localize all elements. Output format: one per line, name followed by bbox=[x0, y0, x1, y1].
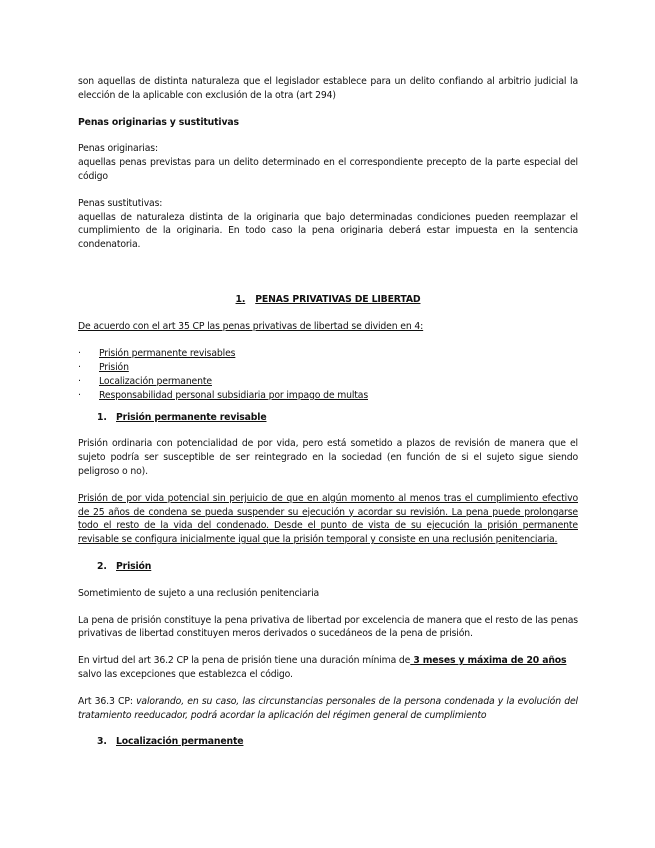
originarias-text: aquellas penas previstas para un delito determinado en el correspondiente precepto de la parte especial del código bbox=[78, 157, 578, 182]
sub1-paragraph-1: Prisión ordinaria con potencialidad de por vida, pero está sometido a plazos de revisión de manera que el sujeto podría ser susceptible de ser reintegrado en la sociedad (en función de si el sujeto sigue siendo peligroso o no). bbox=[78, 438, 578, 477]
list-item-text: Prisión permanente revisables bbox=[99, 347, 236, 359]
sub2-paragraph-3 bbox=[78, 654, 578, 682]
subheading-1 bbox=[97, 411, 578, 425]
sub2-paragraph-4 bbox=[78, 695, 578, 723]
section-title: PENAS PRIVATIVAS DE LIBERTAD bbox=[255, 293, 421, 305]
list-item-text: Responsabilidad personal subsidiaria por impago de multas bbox=[99, 389, 369, 401]
document-page bbox=[78, 75, 578, 762]
sustitutivas-label: Penas sustitutivas: bbox=[78, 197, 163, 209]
bullet-dot: · bbox=[78, 375, 81, 387]
sub2-paragraph-2: La pena de prisión constituye la pena privativa de libertad por excelencia de manera que el resto de las penas privativas de libertad constituyen meros derivados o sucedáneos de la pena de prisión. bbox=[78, 614, 578, 640]
subheading-title: Prisión bbox=[116, 560, 152, 572]
subheading-number: 1. bbox=[97, 411, 107, 423]
list-item-text: Localización permanente bbox=[99, 375, 212, 387]
subheading-number: 3. bbox=[97, 736, 107, 748]
originarias-heading: Penas originarias y sustitutivas bbox=[78, 116, 239, 128]
bullet-dot: · bbox=[78, 389, 81, 401]
list-item bbox=[78, 361, 578, 375]
subheading-number: 2. bbox=[97, 560, 107, 572]
sustitutivas-block bbox=[78, 197, 578, 252]
section-spacer bbox=[78, 265, 578, 293]
article-quote: valorando, en su caso, las circunstancias personales de la persona condenada y la evolución del tratamiento reeducador, podrá acordar la aplicación del régimen general de cumplimiento bbox=[78, 695, 578, 721]
penas-list bbox=[78, 347, 578, 403]
duration-exceptions: salvo las excepciones que establezca el código. bbox=[78, 668, 293, 680]
article-reference: Art 36.3 CP: bbox=[78, 695, 137, 707]
list-item bbox=[78, 347, 578, 361]
sub1-paragraph-2: Prisión de por vida potencial sin perjuicio de que en algún momento al menos tras el cumplimiento efectivo de 25 años de condena se pueda suspender su ejecución y acordar su revisión. La pena puede prolongarse todo el resto de la vida del condenado. Desde el punto de vista de su ejecución la prisión permanente revisable se configura inicialmente igual que la prisión temporal y consiste en una reclusión penitenciaria. bbox=[78, 492, 578, 546]
originarias-block bbox=[78, 142, 578, 183]
list-item bbox=[78, 375, 578, 389]
section-heading-1 bbox=[78, 293, 578, 307]
intro-paragraph: son aquellas de distinta naturaleza que el legislador establece para un delito confiando al arbitrio judicial la elección de la aplicable con exclusión de la otra (art 294) bbox=[78, 76, 578, 101]
list-item-text: Prisión bbox=[99, 361, 129, 373]
subheading-3 bbox=[97, 735, 578, 749]
section-number: 1. bbox=[235, 293, 246, 305]
bullet-dot: · bbox=[78, 361, 81, 373]
duration-text: En virtud del art 36.2 CP la pena de prisión tiene una duración mínima de bbox=[78, 655, 411, 667]
list-item bbox=[78, 389, 578, 403]
list-intro: De acuerdo con el art 35 CP las penas privativas de libertad se dividen en 4: bbox=[78, 320, 424, 332]
subheading-title: Prisión permanente revisable bbox=[116, 411, 267, 423]
sustitutivas-text: aquellas de naturaleza distinta de la originaria que bajo determinadas condiciones pueden reemplazar el cumplimiento de la originaria. En todo caso la pena originaria deberá estar impuesta en la sentencia condenatoria. bbox=[78, 211, 578, 251]
originarias-label: Penas originarias: bbox=[78, 143, 158, 155]
duration-highlight: 3 meses y máxima de 20 años bbox=[410, 655, 567, 667]
sub2-paragraph-1: Sometimiento de sujeto a una reclusión penitenciaria bbox=[78, 587, 320, 599]
subheading-2 bbox=[97, 560, 578, 574]
bullet-dot: · bbox=[78, 347, 81, 359]
subheading-title: Localización permanente bbox=[116, 736, 244, 748]
